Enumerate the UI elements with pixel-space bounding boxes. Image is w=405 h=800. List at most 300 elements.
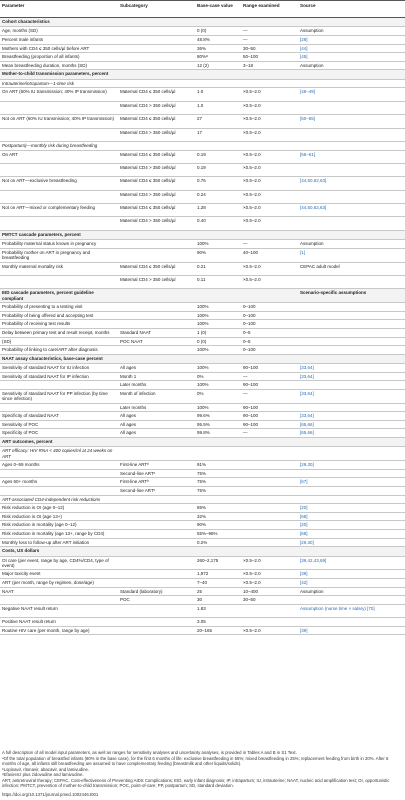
subcategory-cell [118, 495, 195, 504]
base-case-cell [195, 354, 241, 363]
range-cell: ×0.5–2.0 [241, 128, 298, 141]
subcategory-cell [118, 27, 195, 36]
subcategory-cell [118, 521, 195, 530]
range-cell: ×0.5–2.0 [241, 150, 298, 163]
base-case-cell: 1.83 [195, 604, 241, 617]
range-cell: 0–5 [241, 337, 298, 346]
subcategory-cell: Maternal CD4 ≤ 350 cells/µl [118, 150, 195, 163]
doi-link[interactable]: https://doi.org/10.1371/journal.pmed.1002446.t001 [2, 792, 99, 797]
footnote: ART, antiretroviral therapy; CEPAC, Cost-effectiveness of Preventing AIDS Complications; EID, early infant diagnosis; IP, intrapartum; IU, intrauterine; NAAT, nucleic acid amplification test; OI, opportunistic infection; PMTCT, prevention of mother-to-child transmission; POC, point-of-care; PP, postpartum; SD, standard deviation. [2, 778, 390, 789]
range-cell: 90–100 [241, 364, 298, 373]
source-cell: [46–49] [298, 88, 405, 101]
table-row [0, 240, 405, 249]
table-row [0, 204, 405, 217]
range-cell: 0–100 [241, 303, 298, 312]
base-case-cell: 30 [195, 596, 241, 605]
section-header-row [0, 70, 405, 79]
base-case-cell: 100% [195, 240, 241, 249]
parameter-cell: Sensitivity of standard NAAT for PP infection (by time since infection) [0, 389, 118, 403]
subcategory-cell: Later months [118, 381, 195, 390]
table-row [0, 512, 405, 521]
table-row [0, 587, 405, 596]
subsection-row [0, 447, 405, 461]
base-case-cell: 80%ᵃ [195, 53, 241, 62]
source-cell [298, 230, 405, 239]
base-case-cell: 100% [195, 346, 241, 355]
parameter-cell: On ART [0, 150, 118, 163]
table-row [0, 346, 405, 355]
base-case-cell: 0.76 [195, 177, 241, 190]
table-body [0, 18, 405, 635]
subcategory-cell [118, 604, 195, 617]
source-cell: Assumption [298, 61, 405, 70]
table-row [0, 596, 405, 605]
parameter-cell: Delay between primary test and result receipt, months [0, 328, 118, 337]
subcategory-cell: Maternal CD4 ≤ 350 cells/µl [118, 262, 195, 275]
base-case-cell: 100% [195, 320, 241, 329]
footnote: ᶜEfavirenz plus zidovudine and lamivudine. [2, 772, 84, 778]
range-cell [241, 521, 298, 530]
base-case-cell: 32% [195, 512, 241, 521]
table-row [0, 328, 405, 337]
footnote: A full description of all model input parameters, as well as ranges for sensitivity analyses and uncertainty analyses, is provided in Tables A and B in S1 Text. [2, 750, 297, 755]
source-cell [298, 337, 405, 346]
parameter-cell [0, 101, 118, 114]
subcategory-cell [118, 61, 195, 70]
range-cell [241, 512, 298, 521]
range-cell: ×0.5–2.0 [241, 262, 298, 275]
subcategory-cell: POC NAAT [118, 337, 195, 346]
header-base-case: Base-case value [195, 1, 241, 18]
parameter-cell: Positive NAAT result return [0, 618, 118, 627]
source-cell [298, 70, 405, 79]
parameter-cell: Risk reduction in mortality (age 13+, range by CD4) [0, 529, 118, 538]
base-case-cell: 0 (0) [195, 27, 241, 36]
source-cell: CEPAC adult model [298, 262, 405, 275]
parameter-cell: ART (per month, range by regimen, dose/age) [0, 578, 118, 587]
range-cell: ×0.5–2.0 [241, 217, 298, 230]
parameter-cell: Probability of linking to care/ART after diagnosis [0, 346, 118, 355]
range-cell: ×0.5–2.0 [241, 626, 298, 635]
parameter-cell: Probability maternal status known in pregnancy [0, 240, 118, 249]
source-cell: [28] [298, 35, 405, 44]
footnote: ᵇLopinavir, ritonavir, abacavir, and lamivudine. [2, 766, 90, 772]
base-case-cell: 25 [195, 587, 241, 596]
base-case-cell [195, 79, 241, 88]
parameter-cell: Negative NAAT result return [0, 604, 118, 617]
subcategory-cell [118, 556, 195, 570]
subsection-row [0, 141, 405, 150]
parameter-cell: Specificity of POC [0, 429, 118, 438]
source-cell: [45] [298, 53, 405, 62]
header-parameter: Parameter [0, 1, 118, 18]
parameter-cell: OI care (per event, range by age, CD4%/CD4, type of event) [0, 556, 118, 570]
parameter-cell: NAAT assay characteristics, base-case percent [0, 354, 118, 363]
source-cell: [33,64] [298, 389, 405, 403]
table-row [0, 248, 405, 262]
parameter-cell: Risk reduction in OI (age 13+) [0, 512, 118, 521]
parameter-cell: NAAT [0, 587, 118, 596]
range-cell [241, 469, 298, 478]
parameter-cell: Probability of presenting to a testing visit [0, 303, 118, 312]
range-cell [241, 141, 298, 150]
subcategory-cell: Standard NAAT [118, 328, 195, 337]
base-case-cell: 0.40 [195, 217, 241, 230]
range-cell: 90–100 [241, 412, 298, 421]
table-row [0, 101, 405, 114]
parameter-cell: Risk reduction in mortality (age 0–12) [0, 521, 118, 530]
subcategory-cell [118, 447, 195, 461]
source-cell: [44] [298, 44, 405, 53]
subcategory-cell [118, 570, 195, 579]
source-cell [298, 128, 405, 141]
range-cell: ×0.5–2.0 [241, 190, 298, 203]
table-row [0, 163, 405, 176]
table-row [0, 44, 405, 53]
subcategory-cell [118, 44, 195, 53]
source-cell: [33,64] [298, 412, 405, 421]
range-cell: ×0.5–2.0 [241, 163, 298, 176]
subcategory-cell [118, 35, 195, 44]
parameter-cell: Specificity of standard NAAT [0, 412, 118, 421]
base-case-cell [195, 438, 241, 447]
base-case-cell: 7–40 [195, 578, 241, 587]
parameter-cell [0, 469, 118, 478]
table-row [0, 618, 405, 627]
range-cell [241, 504, 298, 513]
table-row [0, 469, 405, 478]
table-row [0, 27, 405, 36]
table-row [0, 88, 405, 101]
parameter-cell: Sensitivity of standard NAAT for IP infection [0, 372, 118, 381]
header-source: Source [298, 1, 405, 18]
base-case-cell: 0% [195, 372, 241, 381]
table-row [0, 128, 405, 141]
table-row [0, 403, 405, 412]
range-cell: 0–5 [241, 328, 298, 337]
base-case-cell: 100% [195, 381, 241, 390]
base-case-cell: 3.05 [195, 618, 241, 627]
parameter-cell [0, 487, 118, 496]
source-cell: [44,50,62,63] [298, 204, 405, 217]
parameter-cell: Costs, US dollars [0, 547, 118, 556]
parameter-cell: PMTCT cascade parameters, percent [0, 230, 118, 239]
subcategory-cell [118, 18, 195, 27]
subcategory-cell: POC [118, 596, 195, 605]
source-cell [298, 447, 405, 461]
base-case-cell: 0.21 [195, 262, 241, 275]
parameter-cell: Not on ART (60% IU transmission; 40% IP transmission) [0, 115, 118, 128]
base-case-cell: 0.24 [195, 190, 241, 203]
source-cell: [20] [298, 521, 405, 530]
subcategory-cell: Second-line ARTᶜ [118, 469, 195, 478]
table-row [0, 578, 405, 587]
source-cell: [33,64] [298, 364, 405, 373]
source-cell: [33,64] [298, 372, 405, 381]
base-case-cell: 1 (0) [195, 328, 241, 337]
range-cell: ×0.5–2.0 [241, 578, 298, 587]
source-cell: [68] [298, 512, 405, 521]
base-case-cell [195, 18, 241, 27]
source-cell: [29,30] [298, 461, 405, 470]
base-case-cell: 1,972 [195, 570, 241, 579]
range-cell: ×0.5–2.0 [241, 204, 298, 217]
range-cell [241, 487, 298, 496]
section-header-row [0, 289, 405, 303]
table-row [0, 521, 405, 530]
table-row [0, 556, 405, 570]
parameter-cell: Probability of being offered and accepting test [0, 311, 118, 320]
parameter-cell: ART efficacy: HIV RNA < 400 copies/ml at 24 weeks on ART [0, 447, 118, 461]
subcategory-cell: Maternal CD4 > 350 cells/µl [118, 163, 195, 176]
parameter-cell [0, 163, 118, 176]
parameter-cell: Cohort characteristics [0, 18, 118, 27]
parameter-cell: Intrauterine/intrapartum—1-time risk [0, 79, 118, 88]
source-cell [298, 101, 405, 114]
table-row [0, 115, 405, 128]
base-case-cell: 100% [195, 311, 241, 320]
source-cell: Assumption [298, 587, 405, 596]
source-cell: [29,30] [298, 538, 405, 547]
source-cell [298, 495, 405, 504]
parameter-cell: Postpartum)—monthly risk during breastfeeding [0, 141, 118, 150]
range-cell [241, 230, 298, 239]
base-case-cell [195, 289, 241, 303]
parameter-cell: Age, months (SD) [0, 27, 118, 36]
source-cell [298, 190, 405, 203]
subcategory-cell [118, 320, 195, 329]
table-row [0, 217, 405, 230]
source-cell [298, 328, 405, 337]
subcategory-cell [118, 438, 195, 447]
source-cell [298, 596, 405, 605]
table-row [0, 372, 405, 381]
range-cell [241, 538, 298, 547]
base-case-cell: 100% [195, 403, 241, 412]
base-case-cell: 100% [195, 303, 241, 312]
table-footnotes [0, 750, 405, 789]
source-cell: [65,66] [298, 429, 405, 438]
source-cell: [65,66] [298, 420, 405, 429]
parameter-cell: Mean breastfeeding duration, months (SD) [0, 61, 118, 70]
subcategory-cell: Maternal CD4 ≤ 350 cells/µl [118, 177, 195, 190]
header-subcategory: Subcategory [118, 1, 195, 18]
subcategory-cell [118, 504, 195, 513]
section-header-row [0, 230, 405, 239]
subcategory-cell: First-line ARTᵇ [118, 478, 195, 487]
subcategory-cell: Maternal CD4 ≤ 350 cells/µl [118, 204, 195, 217]
subcategory-cell [118, 547, 195, 556]
source-cell [298, 381, 405, 390]
parameter-cell: Monthly maternal mortality risk [0, 262, 118, 275]
table-row [0, 487, 405, 496]
source-cell [298, 217, 405, 230]
parameter-cell: Routine HIV care (per month, range by age) [0, 626, 118, 635]
table-row [0, 626, 405, 635]
source-cell [298, 311, 405, 320]
subcategory-cell: First-line ARTᵇ [118, 461, 195, 470]
subsection-row [0, 79, 405, 88]
base-case-cell [195, 141, 241, 150]
source-cell: [20] [298, 504, 405, 513]
table-row [0, 61, 405, 70]
source-cell [298, 487, 405, 496]
parameter-cell: Monthly loss to follow-up after ART initiation [0, 538, 118, 547]
subcategory-cell [118, 248, 195, 262]
source-cell: [50–55] [298, 115, 405, 128]
subcategory-cell [118, 303, 195, 312]
source-cell [298, 276, 405, 289]
base-case-cell: 0.2% [195, 538, 241, 547]
parameter-cell: Not on ART—exclusive breastfeeding [0, 177, 118, 190]
subcategory-cell [118, 70, 195, 79]
source-cell [298, 163, 405, 176]
subcategory-cell [118, 53, 195, 62]
range-cell: ×0.5–2.0 [241, 276, 298, 289]
source-cell [298, 354, 405, 363]
range-cell: 50–100 [241, 53, 298, 62]
range-cell [241, 547, 298, 556]
subcategory-cell: All ages [118, 429, 195, 438]
range-cell [241, 478, 298, 487]
parameter-cell: Sensitivity of standard NAAT for IU infection [0, 364, 118, 373]
range-cell [241, 618, 298, 627]
base-case-cell: 12 (2) [195, 61, 241, 70]
range-cell: 90–100 [241, 420, 298, 429]
section-header-row [0, 354, 405, 363]
range-cell [241, 529, 298, 538]
source-cell: [67] [298, 478, 405, 487]
subcategory-cell: Month 1 [118, 372, 195, 381]
range-cell: 0–100 [241, 346, 298, 355]
source-cell: [42] [298, 578, 405, 587]
source-cell [298, 403, 405, 412]
source-cell [298, 18, 405, 27]
source-cell: Assumption (nurse time × salary) [70] [298, 604, 405, 617]
range-cell: 0–100 [241, 320, 298, 329]
table-row [0, 53, 405, 62]
subcategory-cell: Maternal CD4 > 350 cells/µl [118, 190, 195, 203]
parameter-cell: Probability mother on ART in pregnancy and breastfeeding [0, 248, 118, 262]
range-cell: ×0.5–2.0 [241, 556, 298, 570]
base-case-cell: 1.28 [195, 204, 241, 217]
source-cell [298, 320, 405, 329]
subcategory-cell [118, 230, 195, 239]
parameter-cell: Breastfeeding (proportion of all infants) [0, 53, 118, 62]
header-range: Range examined [241, 1, 298, 18]
subcategory-cell: Maternal CD4 ≤ 350 cells/µl [118, 115, 195, 128]
parameter-cell: (SD) [0, 337, 118, 346]
table-row [0, 529, 405, 538]
base-case-cell: 0% [195, 389, 241, 403]
range-cell: 90–100 [241, 403, 298, 412]
base-case-cell [195, 495, 241, 504]
range-cell: 30–50 [241, 44, 298, 53]
range-cell [241, 447, 298, 461]
base-case-cell: 99.6% [195, 412, 241, 421]
source-cell: [39] [298, 570, 405, 579]
table-row [0, 177, 405, 190]
section-header-row [0, 18, 405, 27]
base-case-cell: 75% [195, 487, 241, 496]
subcategory-cell: All ages [118, 412, 195, 421]
source-cell: Assumption [298, 27, 405, 36]
base-case-cell: 48.8% [195, 35, 241, 44]
base-case-cell: 36% [195, 44, 241, 53]
parameter-cell [0, 128, 118, 141]
range-cell: — [241, 429, 298, 438]
parameter-cell: Mothers with CD4 ≤ 350 cells/µl before ART [0, 44, 118, 53]
base-case-cell: 0.11 [195, 276, 241, 289]
parameter-cell: Mother-to-child transmission parameters, percent [0, 70, 118, 79]
range-cell: 90–100 [241, 381, 298, 390]
base-case-cell: 0.19 [195, 150, 241, 163]
table-row [0, 320, 405, 329]
source-cell: [56–61] [298, 150, 405, 163]
subcategory-cell: Maternal CD4 > 350 cells/µl [118, 276, 195, 289]
table-row [0, 150, 405, 163]
range-cell [241, 79, 298, 88]
base-case-cell: 55%–96% [195, 529, 241, 538]
source-cell [298, 346, 405, 355]
subcategory-cell: Later months [118, 403, 195, 412]
subcategory-cell: Maternal CD4 ≤ 350 cells/µl [118, 88, 195, 101]
range-cell [241, 354, 298, 363]
range-cell: — [241, 240, 298, 249]
base-case-cell [195, 230, 241, 239]
base-case-cell: 0.19 [195, 163, 241, 176]
source-cell [298, 469, 405, 478]
base-case-cell: 100% [195, 364, 241, 373]
source-cell: [44,50,62,63] [298, 177, 405, 190]
base-case-cell: 260–2,175 [195, 556, 241, 570]
base-case-cell: 90% [195, 521, 241, 530]
base-case-cell: 85% [195, 504, 241, 513]
base-case-cell: 1.0 [195, 88, 241, 101]
range-cell [241, 18, 298, 27]
parameter-cell: Ages 0–59 months [0, 461, 118, 470]
source-cell [298, 547, 405, 556]
table-row [0, 538, 405, 547]
subcategory-cell [118, 618, 195, 627]
base-case-cell: 75% [195, 469, 241, 478]
subcategory-cell: Maternal CD4 > 350 cells/µl [118, 217, 195, 230]
subsection-row [0, 495, 405, 504]
base-case-cell: 91% [195, 461, 241, 470]
table-row [0, 303, 405, 312]
table-row [0, 420, 405, 429]
subcategory-cell: Standard (laboratory) [118, 587, 195, 596]
parameter-cell: EID cascade parameters, percent guideline compliant [0, 289, 118, 303]
table-row [0, 276, 405, 289]
table-row [0, 364, 405, 373]
subcategory-cell: All ages [118, 364, 195, 373]
table-row [0, 35, 405, 44]
base-case-cell: 75% [195, 478, 241, 487]
table-row [0, 461, 405, 470]
subcategory-cell [118, 354, 195, 363]
source-cell: Scenario-specific assumptions [298, 289, 405, 303]
table-row [0, 478, 405, 487]
range-cell: ×0.5–2.0 [241, 115, 298, 128]
table-row [0, 389, 405, 403]
parameter-cell: ART outcomes, percent [0, 438, 118, 447]
parameter-cell: Percent male infants [0, 35, 118, 44]
section-header-row [0, 438, 405, 447]
range-cell: ×0.5–2.0 [241, 570, 298, 579]
base-case-cell [195, 447, 241, 461]
base-case-cell: 95.5% [195, 420, 241, 429]
